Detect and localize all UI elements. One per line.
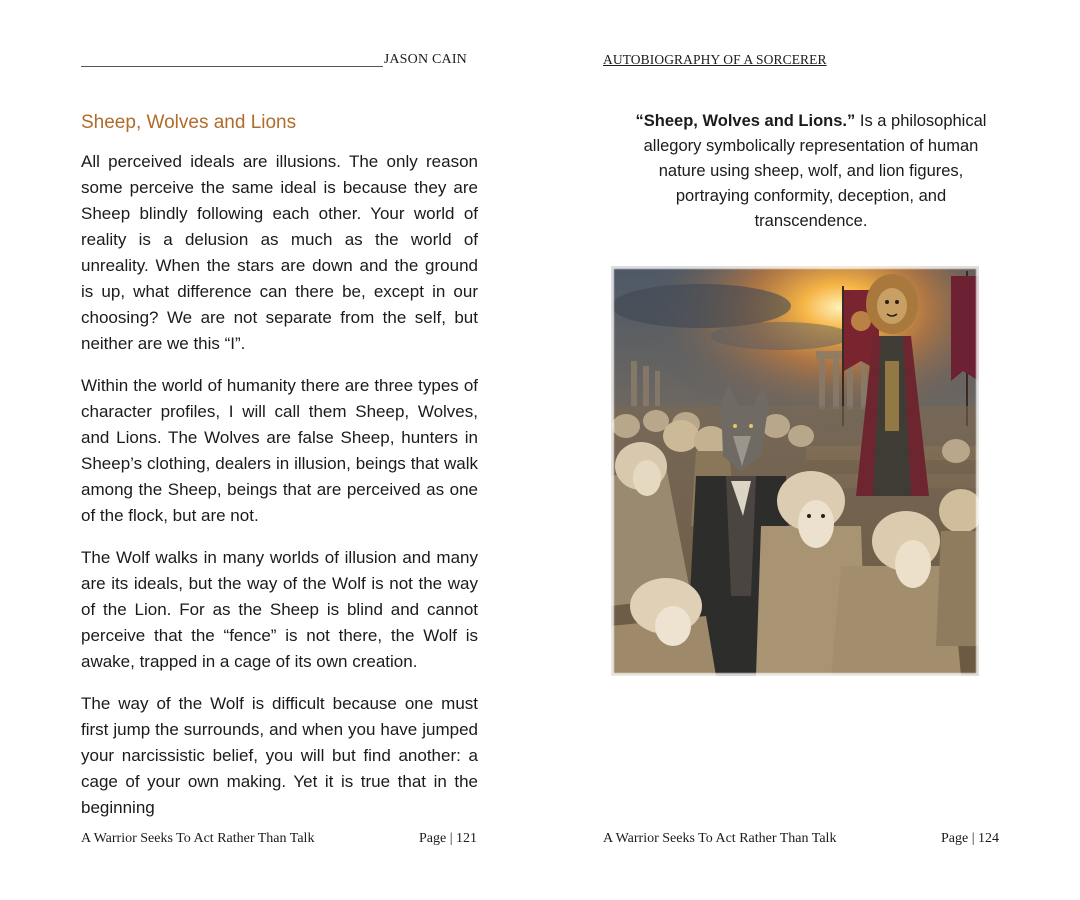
footer-page-number: Page | 121 [419,831,478,846]
footer-book-tagline: A Warrior Seeks To Act Rather Than Talk [603,831,837,846]
paragraph: The way of the Wolf is difficult because one must first jump the surrounds, and when you have jumped your narcissistic belief, you will but find another: a cage of your own making. Yet it is true that in the beginning [81,694,478,817]
paragraph: All perceived ideals are illusions. The only reason some perceive the same ideal is because they are Sheep blindly following each other. Your world of reality is a delusion as much as the world of unreality. When the stars are down and the ground is up, what difference can there be, except in our choosing? We are not separate from the self, but neither are we this “I”. [81,152,478,353]
body-text [81,149,478,837]
book-title-header: AUTOBIOGRAPHY OF A SORCERER [603,52,827,67]
author-name: JASON CAIN [383,52,467,67]
footer-page-number: Page | 124 [941,831,1000,846]
allegory-illustration [611,266,979,676]
footer-book-tagline: A Warrior Seeks To Act Rather Than Talk [81,831,315,846]
illustration-caption [625,109,997,234]
paragraph: The Wolf walks in many worlds of illusion and many are its ideals, but the way of the Wolf is not the way of the Lion. For as the Sheep is blind and cannot perceive that the “fence” is not there, the Wolf is awake, trapped in a cage of its own creation. [81,548,478,671]
paragraph: Within the world of humanity there are three types of character profiles, I will call them Sheep, Wolves, and Lions. The Wolves are false Sheep, hunters in Sheep’s clothing, dealers in illusion, beings that walk among the Sheep, beings that are perceived as one of the flock, but are not. [81,376,478,525]
right-page [540,0,1080,900]
left-page-header [81,50,467,70]
caption-title: “Sheep, Wolves and Lions.” [635,112,856,130]
section-title: Sheep, Wolves and Lions [81,112,297,133]
caption-description: Is a philosophical allegory symbolically representation of human nature using sheep, wolf, and lion figures, portraying conformity, deception, and transcendence. [643,112,987,230]
header-rule [81,66,383,67]
